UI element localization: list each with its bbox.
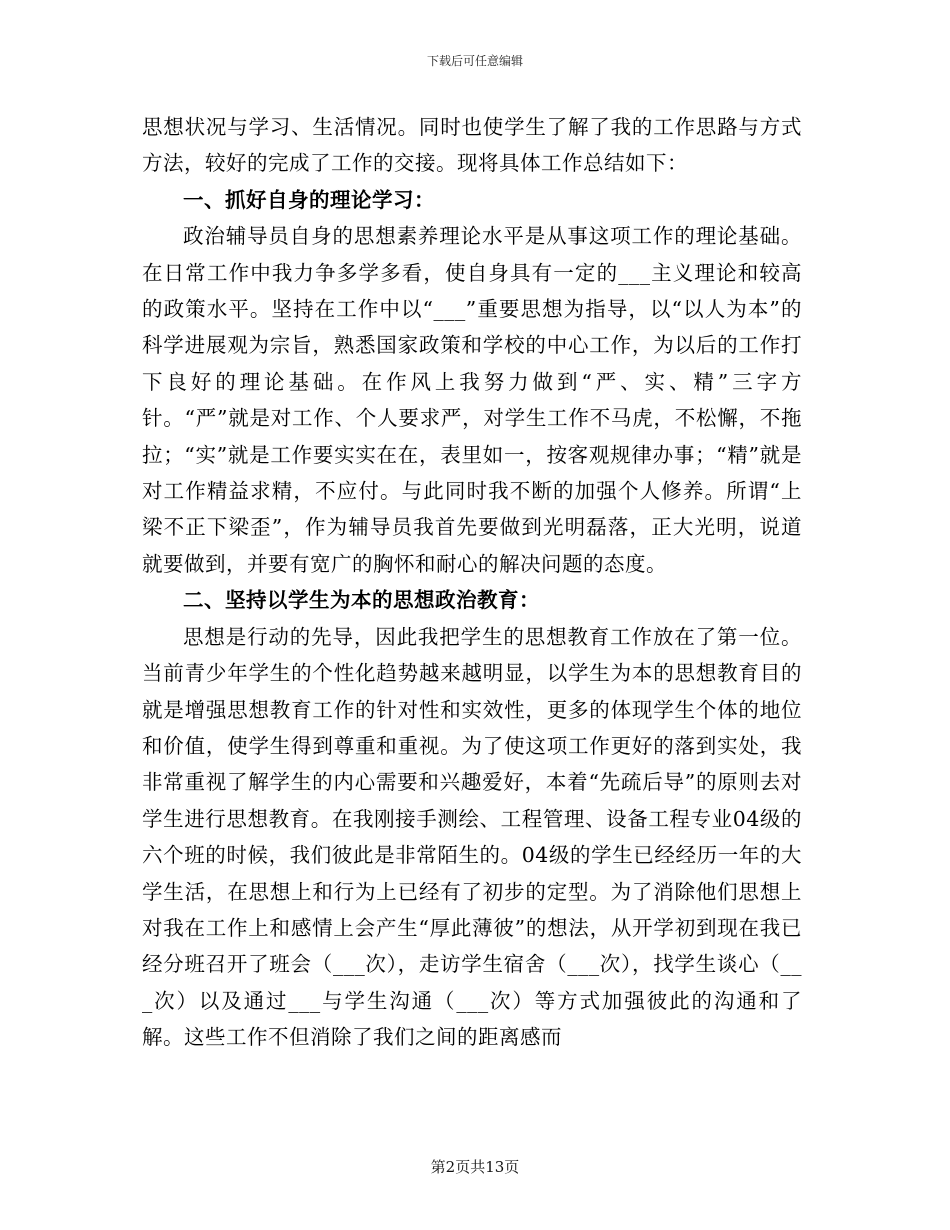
section-heading-theory-study: 一、抓好自身的理论学习： [183, 187, 435, 212]
paragraph-theory-study: 政治辅导员自身的思想素养理论水平是从事这项工作的理论基础。在日常工作中我力争多学多看，使自身具有一定的___主义理论和较高的政策水平。坚持在工作中以“___”重要思想为指导，以“以人为本”的科学进展观为宗旨，熟悉国家政策和学校的中心工作，为以后的工作打下良好的理论基础。在作风上我努力做到“严、实、精”三字方针。“严”就是对工作、个人要求严，对学生工作不马虎，不松懈，不拖拉；“实”就是工作要实实在在，表里如一，按客观规律办事；“精”就是对工作精益求精，不应付。与此同时我不断的加强个人修养。所谓“上梁不正下梁歪”，作为辅导员我首先要做到光明磊落，正大光明，说道就要做到，并要有宽广的胸怀和耐心的解决问题的态度。 [142, 224, 802, 576]
page-footer: 第2页共13页 [430, 1158, 520, 1176]
page-header: 下载后可任意编辑 [426, 54, 523, 68]
document-body [142, 109, 802, 1056]
paragraph-student-education: 思想是行动的先导，因此我把学生的思想教育工作放在了第一位。当前青少年学生的个性化趋势越来越明显，以学生为本的思想教育目的就是增强思想教育工作的针对性和实效性，更多的体现学生个体的地位和价值，使学生得到尊重和重视。为了使这项工作更好的落到实处，我非常重视了解学生的内心需要和兴趣爱好，本着“先疏后导”的原则去对学生进行思想教育。在我刚接手测绘、工程管理、设备工程专业04级的六个班的时候，我们彼此是非常陌生的。04级的学生已经经历一年的大学生活，在思想上和行为上已经有了初步的定型。为了消除他们思想上对我在工作上和感情上会产生“厚此薄彼”的想法，从开学初到现在我已经分班召开了班会（___次），走访学生宿舍（___次），找学生谈心（___次）以及通过___与学生沟通（___次）等方式加强彼此的沟通和了解。这些工作不但消除了我们之间的距离感而 [142, 624, 802, 1050]
paragraph-intro-continuation: 思想状况与学习、生活情况。同时也使学生了解了我的工作思路与方式方法，较好的完成了工作的交接。现将具体工作总结如下： [142, 115, 802, 176]
section-heading-student-education: 二、坚持以学生为本的思想政治教育： [183, 588, 540, 613]
